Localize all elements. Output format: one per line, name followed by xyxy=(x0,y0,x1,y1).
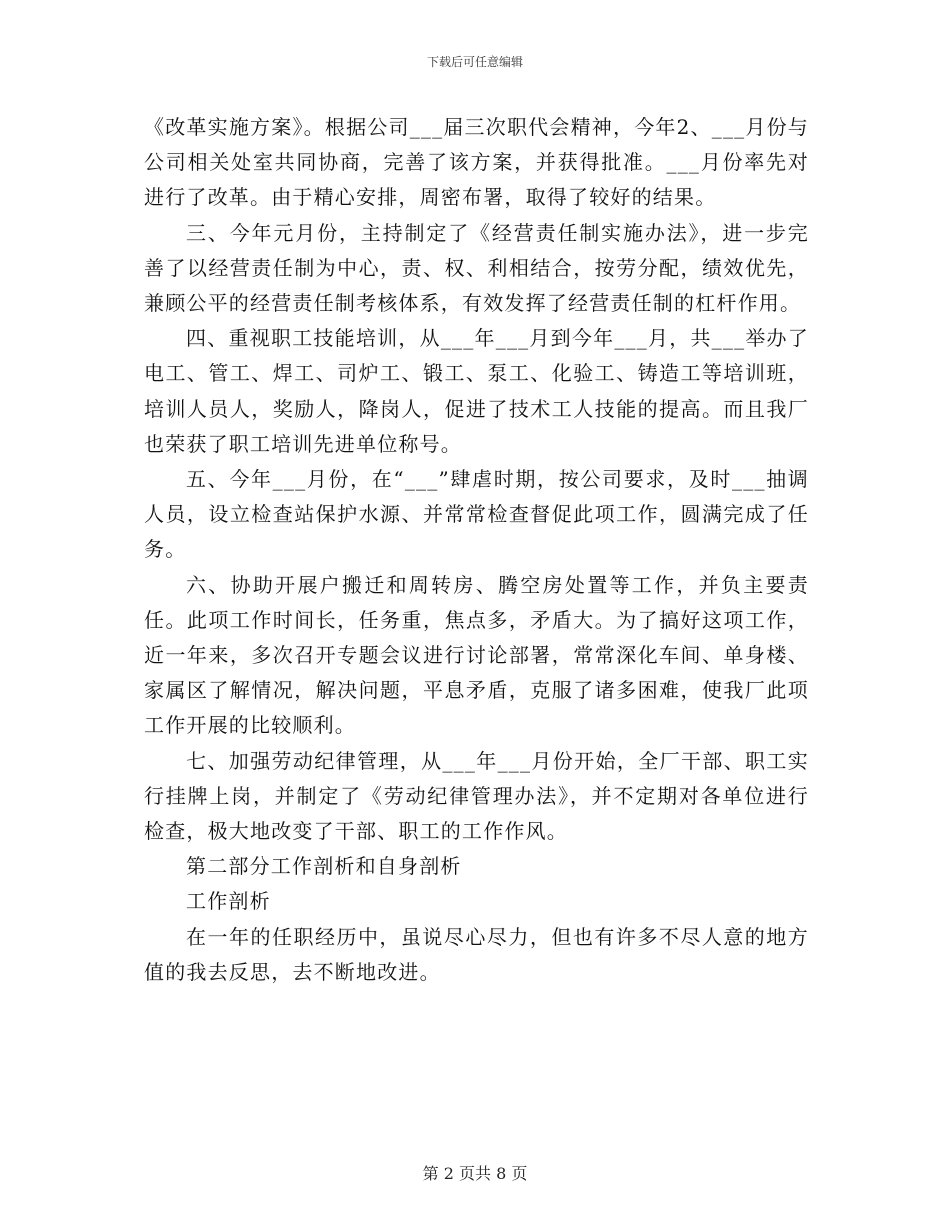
page-number: 第 2 页共 8 页 xyxy=(422,1164,528,1183)
paragraph-continuation: 《改革实施方案》。根据公司___届三次职代会精神，今年2、___月份与公司相关处室共同协商，完善了该方案，并获得批准。___月份率先对进行了改革。由于精心安排，周密布署，取得了较好的结果。 xyxy=(144,115,809,210)
paragraph-item-7: 七、加强劳动纪律管理，从___年___月份开始，全厂干部、职工实行挂牌上岗，并制定了《劳动纪律管理办法》，并不定期对各单位进行检查，极大地改变了干部、职工的工作作风。 xyxy=(144,748,809,844)
document-body xyxy=(144,110,809,990)
paragraph-item-3: 三、今年元月份，主持制定了《经营责任制实施办法》，进一步完善了以经营责任制为中心，责、权、利相结合，按劳分配，绩效优先，兼顾公平的经营责任制考核体系，有效发挥了经营责任制的杠杆作用。 xyxy=(144,220,809,316)
paragraph-item-4: 四、重视职工技能培训，从___年___月到今年___月，共___举办了电工、管工、焊工、司炉工、锻工、泵工、化验工、铸造工等培训班，培训人员人，奖励人，降岗人，促进了技术工人技能的提高。而且我厂也荣获了职工培训先进单位称号。 xyxy=(144,326,809,456)
subsection-heading: 工作剖析 xyxy=(186,889,271,914)
page-header: 下载后可任意编辑 xyxy=(426,55,523,69)
section-heading: 第二部分工作剖析和自身剖析 xyxy=(186,854,462,879)
paragraph-item-6: 六、协助开展户搬迁和周转房、腾空房处置等工作，并负主要责任。此项工作时间长，任务重，焦点多，矛盾大。为了搞好这项工作，近一年来，多次召开专题会议进行讨论部署，常常深化车间、单身楼、家属区了解情况，解决问题，平息矛盾，克服了诸多困难，使我厂此项工作开展的比较顺利。 xyxy=(144,572,809,738)
paragraph-analysis: 在一年的任职经历中，虽说尽心尽力，但也有许多不尽人意的地方值的我去反思，去不断地改进。 xyxy=(144,924,809,984)
paragraph-item-5: 五、今年___月份，在“___”肆虐时期，按公司要求，及时___抽调人员，设立检查站保护水源、并常常检查督促此项工作，圆满完成了任务。 xyxy=(144,467,809,562)
